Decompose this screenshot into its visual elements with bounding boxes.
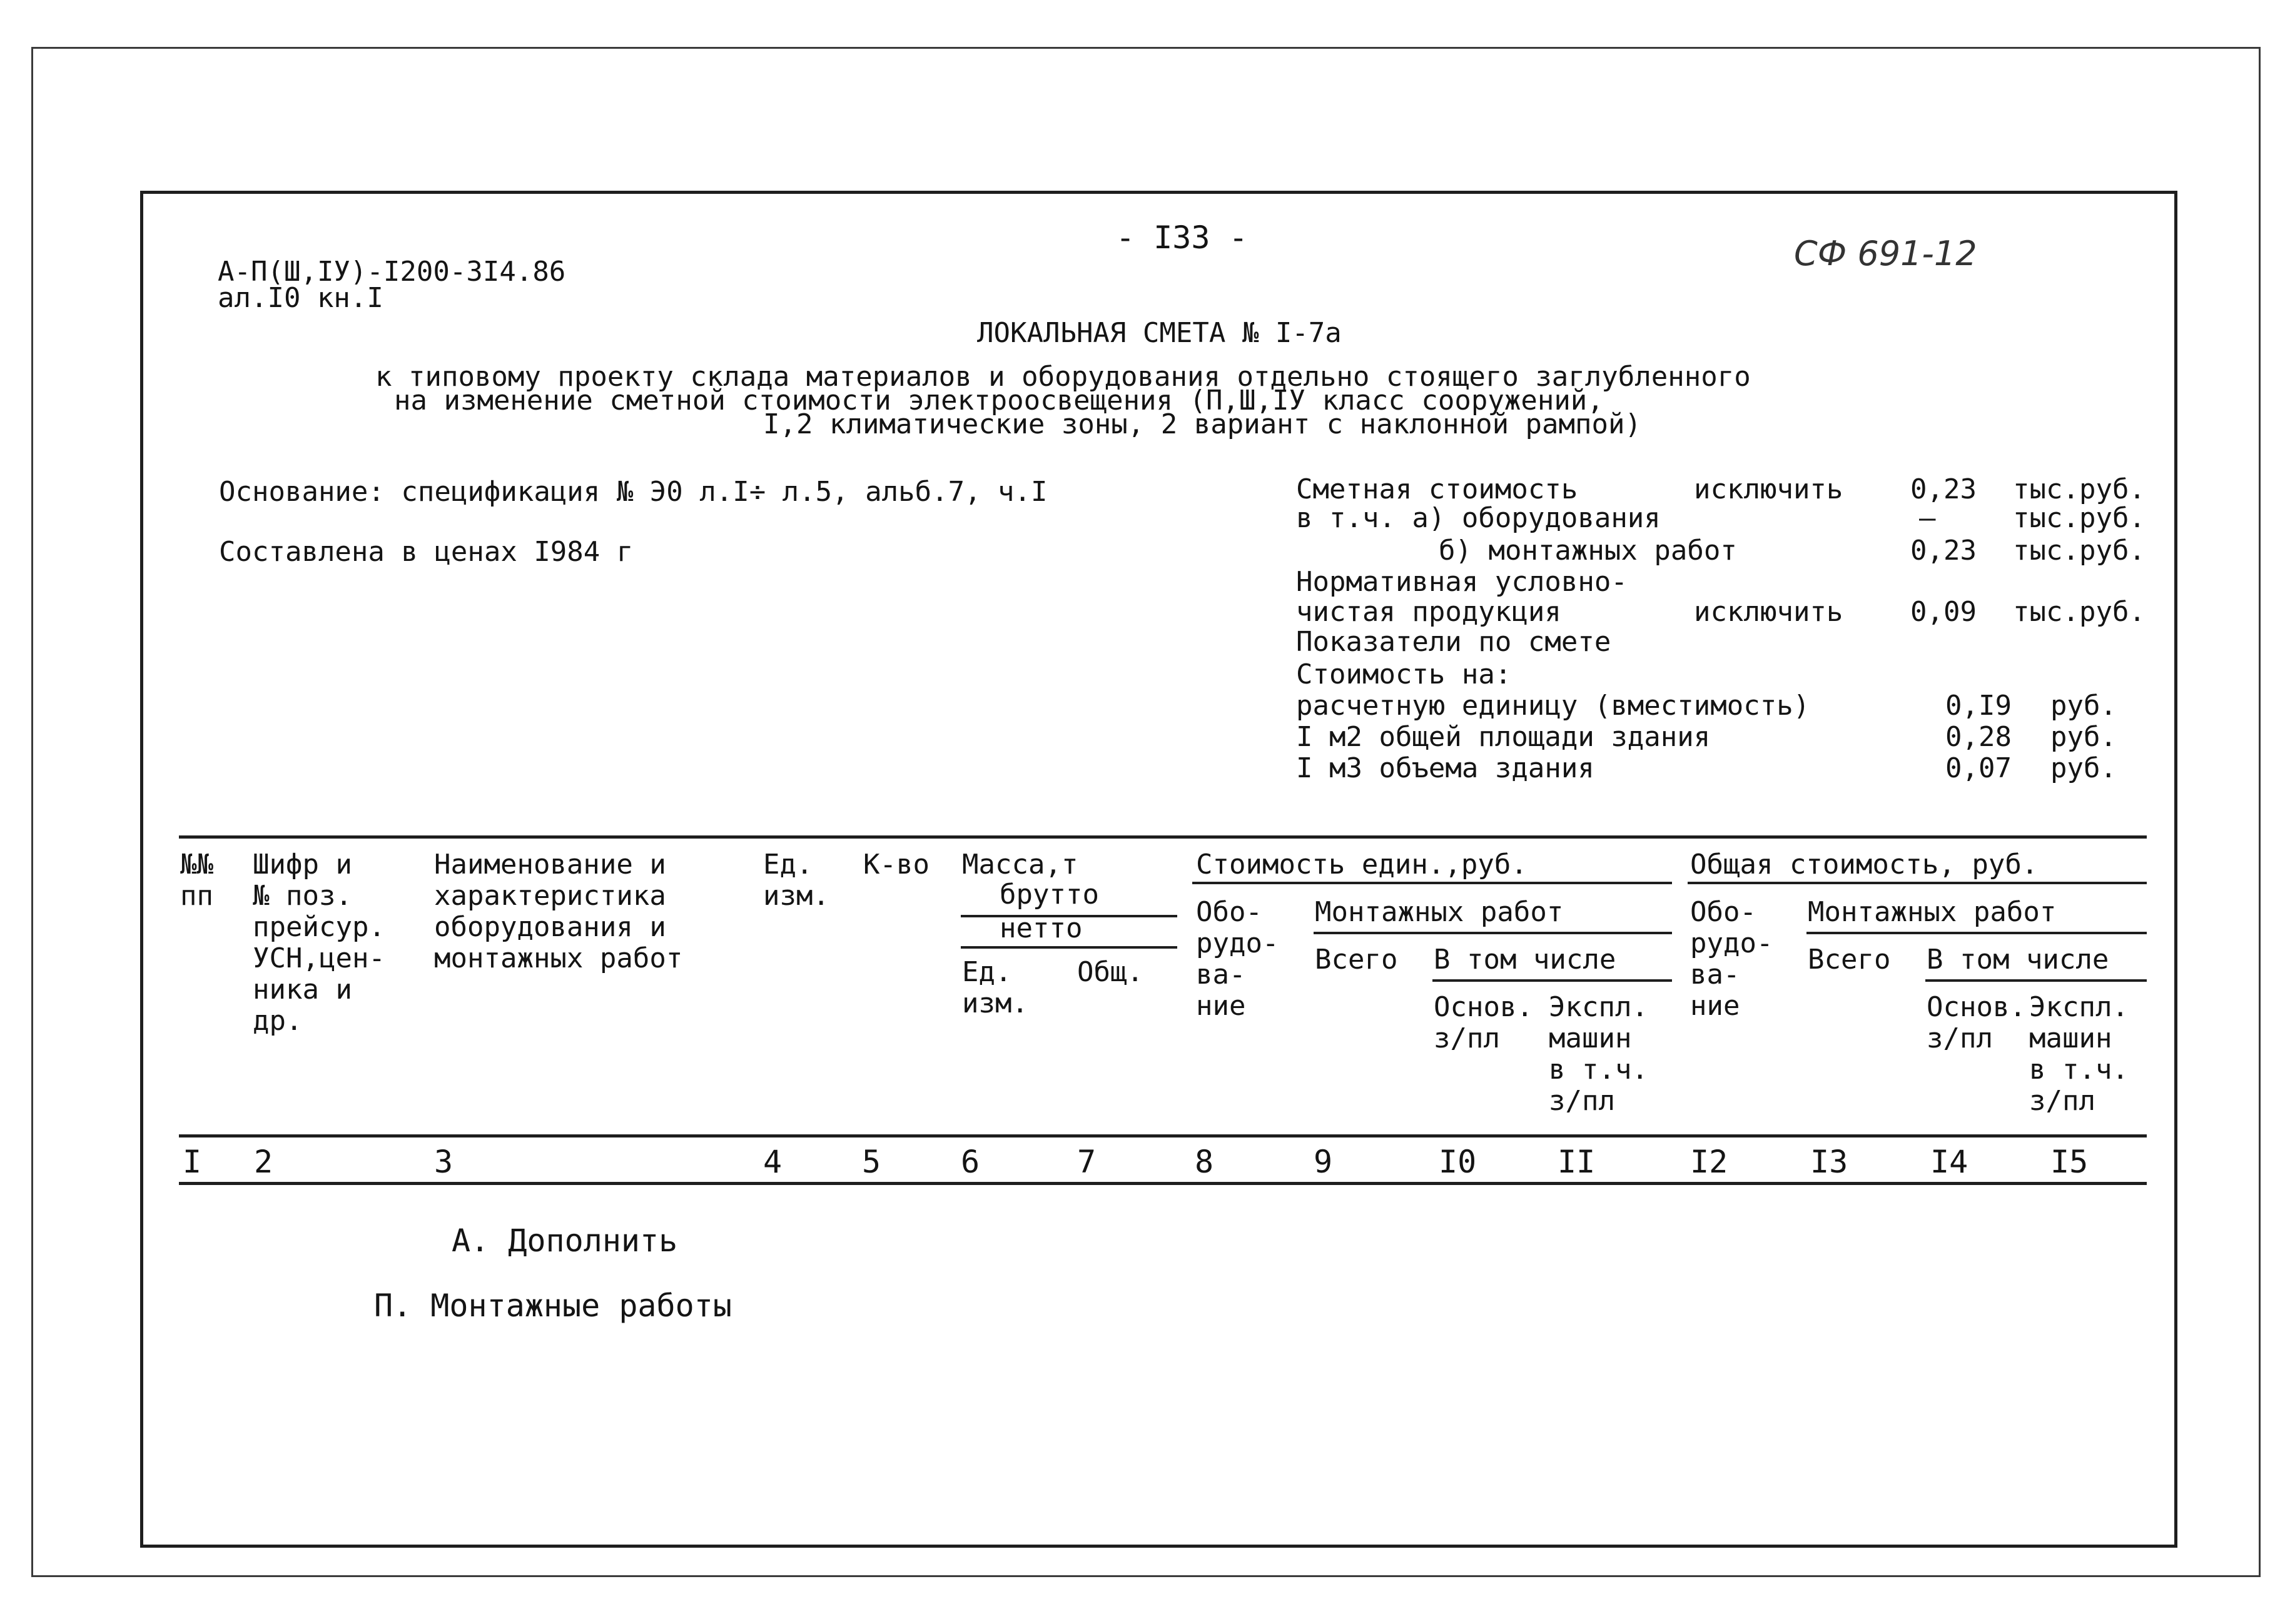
cost-label-2: в т.ч. а) оборудования — [1296, 502, 1661, 534]
col-number-8: 8 — [1195, 1144, 1214, 1180]
cost-unit-5: тыс.руб. — [2013, 596, 2146, 628]
column-numbers-rule — [179, 1182, 2147, 1185]
unit-cost-mont: Монтажных работ — [1315, 896, 1564, 928]
total-incl-rule — [1925, 979, 2147, 982]
cost-label-3: б) монтажных работ — [1439, 535, 1737, 567]
total-cost-all: Всего — [1808, 944, 1891, 976]
col-pp: №№ пп — [180, 849, 213, 912]
cost-value-2: – — [1919, 502, 1936, 534]
col-number-2: 2 — [254, 1144, 273, 1180]
col-number-10: I0 — [1439, 1144, 1477, 1180]
unit-cost-title: Стоимость един.,руб. — [1196, 849, 1528, 880]
mass-title: Масса,т — [962, 849, 1078, 880]
col-number-12: I2 — [1690, 1144, 1728, 1180]
cost-label-1: Сметная стоимость — [1296, 473, 1578, 505]
doc-code: А-П(Ш,IУ)-I200-3I4.86 ал.I0 кн.I — [218, 256, 566, 314]
unit-cost-expl: Экспл. машин в т.ч. з/пл — [1549, 991, 1648, 1117]
page-title: ЛОКАЛЬНАЯ СМЕТА № I-7а — [977, 317, 1342, 349]
total-cost-equip: Обо- рудо- ва- ние — [1690, 896, 1773, 1022]
netto-rule — [961, 946, 1177, 949]
unit-cost-osn: Основ. з/пл — [1434, 991, 1533, 1054]
col-number-1: I — [183, 1144, 202, 1180]
mass-netto: нетто — [1000, 912, 1083, 944]
table-top-rule — [179, 835, 2147, 839]
unit-cost-all: Всего — [1315, 944, 1398, 976]
total-cost-title: Общая стоимость, руб. — [1690, 849, 2039, 880]
col-number-9: 9 — [1314, 1144, 1333, 1180]
cost-unit-2: тыс.руб. — [2013, 502, 2146, 534]
cost-value-5: 0,09 — [1910, 596, 1977, 628]
cost-unit-10: руб. — [2050, 752, 2117, 784]
col-shifr: Шифр и № поз. прейсур. УСН,цен- ника и др. — [253, 849, 385, 1037]
cost-value-1: 0,23 — [1910, 473, 1977, 505]
cost-label-10: I м3 объема здания — [1296, 752, 1594, 784]
col-number-4: 4 — [763, 1144, 783, 1180]
handwritten-mark: СФ 691-12 — [1794, 234, 1977, 273]
cost-value-3: 0,23 — [1910, 535, 1977, 567]
page-number: - I33 - — [1116, 219, 1248, 256]
cost-label-9: I м2 общей площади здания — [1296, 721, 1711, 753]
cost-value-10: 0,07 — [1945, 752, 2012, 784]
cost-action-1: исключить — [1694, 473, 1843, 505]
subtitle: к типовому проекту склада материалов и оборудования отдельно стоящего заглубленного на изменение сметной стоимости электроосвещения (П,Ш,IУ класс сооружений, I,2 климатические зоны, 2 вариант с наклонной рампой) — [375, 361, 1751, 440]
basis-text: Основание: спецификация № Э0 л.I÷ л.5, альб.7, ч.I — [219, 476, 1048, 508]
table-header-bottom-rule — [179, 1134, 2147, 1137]
col-number-15: I5 — [2050, 1144, 2089, 1180]
total-cost-rule — [1688, 882, 2147, 884]
cost-action-5: исключить — [1694, 596, 1843, 628]
unit-incl-rule — [1432, 979, 1672, 982]
cost-label-7: Стоимость на: — [1296, 658, 1512, 690]
col-number-14: I4 — [1930, 1144, 1968, 1180]
col-number-6: 6 — [961, 1144, 980, 1180]
total-mont-rule — [1806, 932, 2147, 934]
cost-unit-3: тыс.руб. — [2013, 535, 2146, 567]
col-number-5: 5 — [862, 1144, 881, 1180]
col-name: Наименование и характеристика оборудования и монтажных работ — [434, 849, 683, 974]
col-number-3: 3 — [434, 1144, 453, 1180]
mass-unit: Ед. изм. — [962, 956, 1028, 1019]
col-qty: К-во — [863, 849, 930, 880]
unit-mont-rule — [1314, 932, 1672, 934]
col-number-11: II — [1558, 1144, 1596, 1180]
cost-value-8: 0,I9 — [1945, 690, 2012, 722]
cost-label-5: чистая продукция — [1296, 596, 1561, 628]
prices-text: Составлена в ценах I984 г — [219, 536, 634, 568]
section-b: П. Монтажные работы — [374, 1288, 732, 1324]
unit-cost-incl: В том числе — [1434, 944, 1616, 976]
cost-value-9: 0,28 — [1945, 721, 2012, 753]
section-a: А. Дополнить — [452, 1223, 678, 1259]
cost-unit-8: руб. — [2050, 690, 2117, 722]
total-cost-incl: В том числе — [1927, 944, 2109, 976]
col-number-7: 7 — [1077, 1144, 1097, 1180]
cost-label-6: Показатели по смете — [1296, 626, 1611, 658]
mass-brutto: брутто — [1000, 879, 1099, 910]
mass-total: Общ. — [1077, 956, 1143, 988]
col-number-13: I3 — [1810, 1144, 1848, 1180]
col-unit: Ед. изм. — [763, 849, 829, 912]
total-cost-osn: Основ. з/пл — [1927, 991, 2026, 1054]
unit-cost-rule — [1192, 882, 1672, 884]
cost-label-4: Нормативная условно- — [1296, 566, 1628, 598]
cost-unit-1: тыс.руб. — [2013, 473, 2146, 505]
total-cost-mont: Монтажных работ — [1808, 896, 2057, 928]
cost-label-8: расчетную единицу (вместимость) — [1296, 690, 1810, 722]
cost-unit-9: руб. — [2050, 721, 2117, 753]
total-cost-expl: Экспл. машин в т.ч. з/пл — [2029, 991, 2129, 1117]
unit-cost-equip: Обо- рудо- ва- ние — [1196, 896, 1279, 1022]
